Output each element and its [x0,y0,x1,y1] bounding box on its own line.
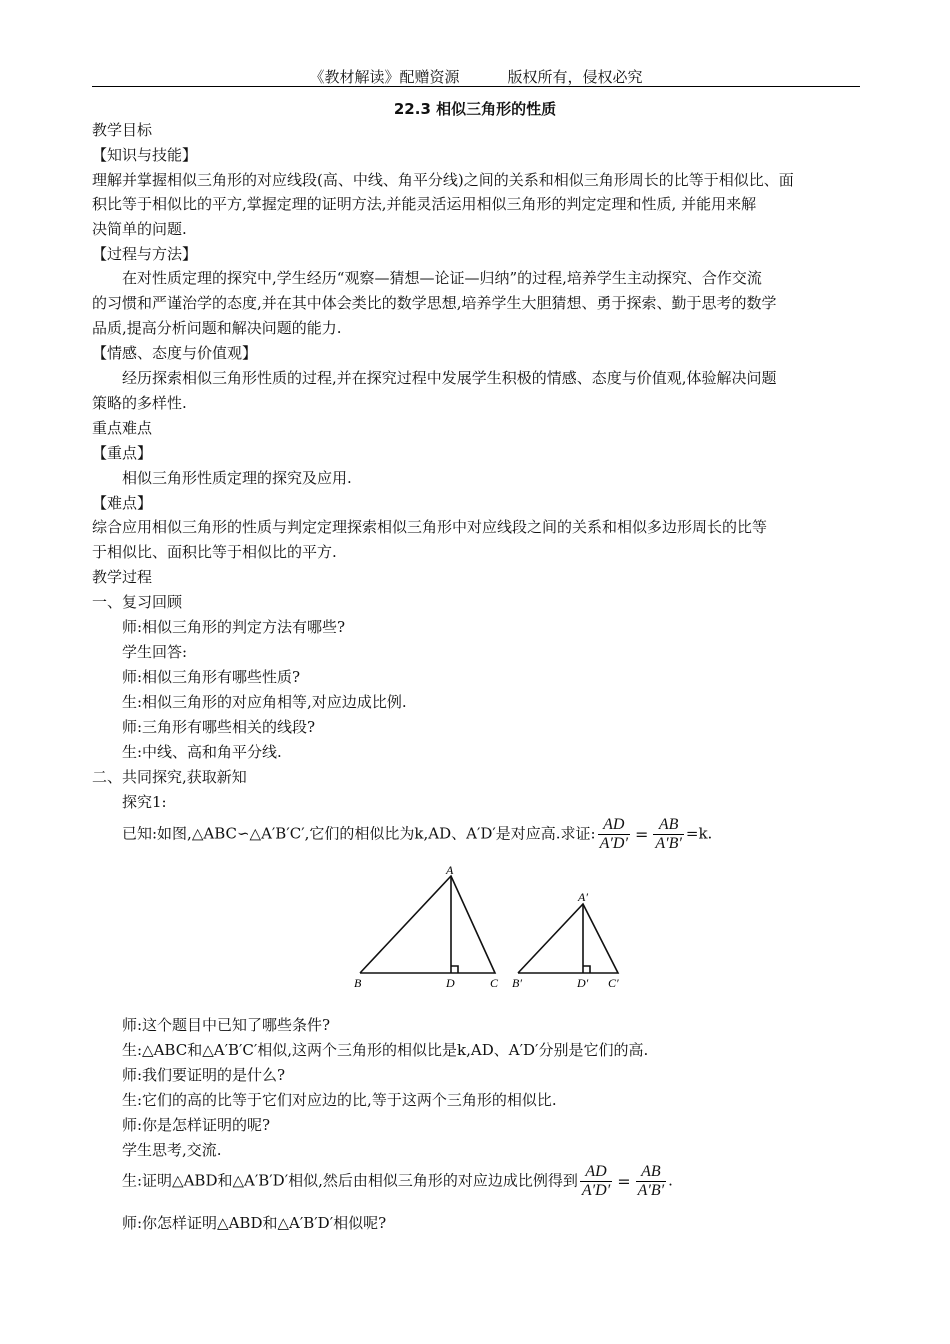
section-heading: 重点难点 [92,419,153,437]
section-heading: 教学目标 [92,121,153,139]
dialogue-line: 生:△ABC和△A′B′C′相似,这两个三角形的相似比是k,AD、A′D′分别是它们的高. [122,1041,649,1059]
equals-sign: = [634,824,649,844]
dialogue-line: 师:相似三角形的判定方法有哪些? [122,618,346,636]
label-b: B [354,976,362,990]
dialogue-line: 师:你是怎样证明的呢? [122,1116,271,1134]
dialogue-line: 生:相似三角形的对应角相等,对应边成比例. [122,693,407,711]
subheading: 【重点】 [92,444,153,462]
paragraph-line: 理解并掌握相似三角形的对应线段(高、中线、角平分线)之间的关系和相似三角形周长的比等于相似比、面 [92,171,794,189]
dialogue-line: 师:你怎样证明△ABD和△A′B′D′相似呢? [122,1214,387,1232]
dialogue-line: 师:我们要证明的是什么? [122,1066,286,1084]
fraction-ad-2: $\frac{AD}{A'D'}$ [581,1163,611,1199]
dialogue-line: 学生回答: [122,643,188,661]
paragraph-line: 在对性质定理的探究中,学生经历“观察—猜想—论证—归纳”的过程,培养学生主动探究、合作交流 [122,269,762,287]
fraction-ab-2: $\frac{AB}{A'B'}$ [637,1163,665,1199]
dialogue-line: 师:这个题目中已知了哪些条件? [122,1016,331,1034]
paragraph-line: 品质,提高分析问题和解决问题的能力. [92,319,342,337]
paragraph-line: 经历探索相似三角形性质的过程,并在探究过程中发展学生积极的情感、态度与价值观,体验解决问题 [122,369,777,387]
paragraph-line: 积比等于相似比的平方,掌握定理的证明方法,并能灵活运用相似三角形的判定定理和性质, 并能用来解 [92,195,757,213]
dialogue-line: 生:中线、高和角平分线. [122,743,282,761]
subheading: 【情感、态度与价值观】 [92,344,258,362]
given-text: 已知:如图,△ABC∽△A′B′C′,它们的相似比为k,AD、A′D′是对应高.求证: [122,824,596,843]
header-left: 《教材解读》配赠资源 [309,68,460,86]
section-heading: 二、共同探究,获取新知 [92,768,247,786]
subheading: 【知识与技能】 [92,146,198,164]
paragraph-line: 决简单的问题. [92,220,187,238]
subheading: 【过程与方法】 [92,245,198,263]
label-d: D [446,976,455,990]
similar-triangles-figure [350,862,630,992]
given-statement [122,816,892,853]
equals-sign-2: = [617,1171,631,1191]
fraction-ad: $\frac{AD}{A'D'}$ [599,816,628,852]
paragraph-line: 相似三角形性质定理的探究及应用. [122,469,352,487]
paragraph-line: 的习惯和严谨治学的态度,并在其中体会类比的数学思想,培养学生大胆猜想、勇于探索、勤于思考的数学 [92,294,777,312]
label-b-prime: B′ [512,976,522,990]
fraction-ab: $\frac{AB}{A'B'}$ [655,816,682,852]
triangle-abc [360,876,495,973]
proof-statement [122,1163,892,1200]
label-c: C [490,976,499,990]
dialogue-line: 师:相似三角形有哪些性质? [122,668,301,686]
page-header [92,66,860,87]
label-a-prime: A′ [578,890,588,904]
label-d-prime: D′ [577,976,589,990]
subheading: 【难点】 [92,494,153,512]
proof-text: 生:证明△ABD和△A′B′D′相似,然后由相似三角形的对应边成比例得到 [122,1171,578,1190]
paragraph-line: 策略的多样性. [92,394,187,412]
dialogue-line: 探究1: [122,793,167,811]
section-heading: 教学过程 [92,568,153,586]
page-title: 22.3 相似三角形的性质 [393,100,557,118]
given-end: =k. [685,824,713,843]
section-heading: 一、复习回顾 [92,593,183,611]
header-right: 版权所有，侵权必究 [507,68,643,86]
paragraph-line: 综合应用相似三角形的性质与判定定理探索相似三角形中对应线段之间的关系和相似多边形周长的比等 [92,518,768,536]
dialogue-line: 学生思考,交流. [122,1141,222,1159]
dialogue-line: 生:它们的高的比等于它们对应边的比,等于这两个三角形的相似比. [122,1091,557,1109]
label-c-prime: C′ [608,976,619,990]
label-a: A [446,863,454,877]
triangle-abc-prime [518,904,618,973]
paragraph-line: 于相似比、面积比等于相似比的平方. [92,543,337,561]
proof-end: . [668,1171,673,1190]
dialogue-line: 师:三角形有哪些相关的线段? [122,718,316,736]
